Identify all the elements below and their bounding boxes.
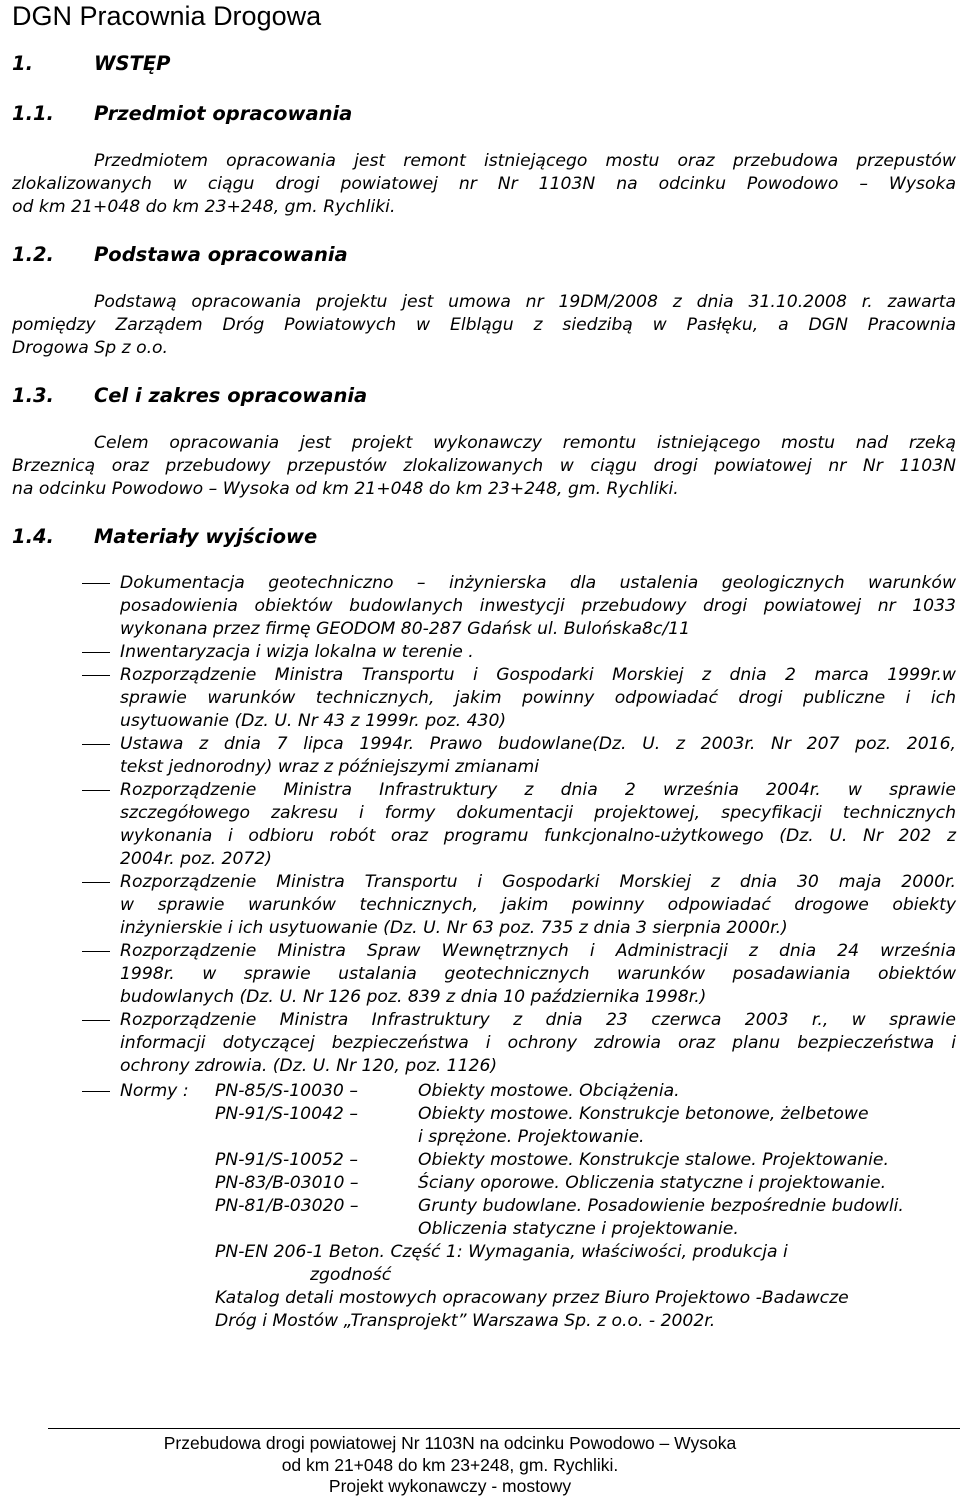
- text-line: na odcinku Powodowo – Wysoka od km 21+048 do km 23+248, gm. Rychliki.: [12, 479, 679, 499]
- norm-title: Ściany oporowe. Obliczenia statyczne i projektowanie.: [418, 1173, 887, 1193]
- heading-text: Podstawa opracowania: [94, 243, 348, 266]
- text-line: sprawie warunków technicznych, jakim powinny odpowiadać drogi publiczne i ich: [120, 688, 956, 708]
- heading-section-1-4: [12, 524, 317, 550]
- list-item: [12, 733, 956, 779]
- list-item: [12, 664, 956, 733]
- text-line: Celem opracowania jest projekt wykonawczy remontu istniejącego mostu nad rzeką: [94, 433, 956, 453]
- list-item: [12, 871, 956, 940]
- norms-row: [12, 1172, 956, 1195]
- footer-line: Projekt wykonawczy - mostowy: [328, 1476, 572, 1496]
- norm-title: Obiekty mostowe. Obciążenia.: [418, 1081, 680, 1101]
- text-line: Podstawą opracowania projektu jest umowa nr 19DM/2008 z dnia 31.10.2008 r. zawarta: [94, 292, 956, 312]
- text-line: Rozporządzenie Ministra Infrastruktury z dnia 2 września 2004r. w sprawie: [120, 780, 956, 800]
- text-line: tekst jednorodny) wraz z późniejszymi zmianami: [120, 757, 540, 777]
- text-line: Dokumentacja geotechniczno – inżynierska dla ustalenia geologicznych warunków: [120, 573, 956, 593]
- heading-text: Materiały wyjściowe: [94, 525, 318, 548]
- footer-line: od km 21+048 do km 23+248, gm. Rychliki.: [281, 1454, 619, 1475]
- heading-text: WSTĘP: [94, 52, 171, 75]
- heading-number: 1.2.: [12, 243, 54, 266]
- norms-row-pn-en: [12, 1264, 956, 1287]
- norms-row-katalog: [12, 1287, 956, 1310]
- dash-bullet-icon: [82, 1020, 110, 1021]
- norm-title: Obiekty mostowe. Konstrukcje betonowe, żelbetowe: [418, 1104, 869, 1124]
- list-item: [12, 572, 956, 641]
- text-line: w sprawie warunków technicznych, jakim powinny odpowiadać drogowe obiekty: [120, 895, 956, 915]
- list-item: [12, 779, 956, 871]
- heading-number: 1.3.: [12, 384, 54, 407]
- norm-code: PN-81/B-03020 –: [215, 1196, 359, 1216]
- text-line: szczegółowego zakresu i formy dokumentacji projektowej, specyfikacji technicznych: [120, 803, 956, 823]
- text-line: Rozporządzenie Ministra Infrastruktury z dnia 23 czerwca 2003 r., w sprawie: [120, 1010, 956, 1030]
- norms-row: [12, 1080, 956, 1103]
- paragraph-cel: [12, 432, 956, 501]
- text-line: wykonana przez firmę GEODOM 80-287 Gdańsk ul. Bulońska8c/11: [120, 619, 691, 639]
- text-line: inżynierskie i ich usytuowanie (Dz. U. Nr 63 poz. 735 z dnia 3 sierpnia 2000r.): [120, 918, 788, 938]
- norm-title: Obiekty mostowe. Konstrukcje stalowe. Projektowanie.: [418, 1150, 889, 1170]
- norm-code: PN-91/S-10042 –: [215, 1104, 358, 1124]
- text-line: zlokalizowanych w ciągu drogi powiatowej nr Nr 1103N na odcinku Powodowo – Wysoka: [12, 174, 956, 194]
- norm-code: PN-91/S-10052 –: [215, 1150, 358, 1170]
- page-header-title: DGN Pracownia Drogowa: [12, 1, 322, 31]
- text-line: Inwentaryzacja i wizja lokalna w terenie .: [120, 642, 474, 662]
- norms-row-pn-en: [12, 1241, 956, 1264]
- dash-bullet-icon: [82, 652, 110, 653]
- page-footer: [0, 1433, 900, 1498]
- norms-row: [12, 1218, 956, 1241]
- text-line: usytuowanie (Dz. U. Nr 43 z 1999r. poz. 430): [120, 711, 507, 731]
- norm-text: Katalog detali mostowych opracowany przez Biuro Projektowo -Badawcze: [215, 1288, 849, 1308]
- dash-bullet-icon: [82, 675, 110, 676]
- norms-label: Normy :: [120, 1081, 189, 1101]
- dash-bullet-icon: [82, 790, 110, 791]
- text-line: 2004r. poz. 2072): [120, 849, 272, 869]
- heading-text: Cel i zakres opracowania: [94, 384, 368, 407]
- footer-divider: [48, 1428, 960, 1429]
- dash-bullet-icon: [82, 882, 110, 883]
- text-line: 1998r. w sprawie ustalania geotechnicznych warunków posadawiania obiektów: [120, 964, 956, 984]
- text-line: informacji dotyczącej bezpieczeństwa i ochrony zdrowia oraz planu bezpieczeństwa i: [120, 1033, 956, 1053]
- text-line: budowlanych (Dz. U. Nr 126 poz. 839 z dnia 10 października 1998r.): [120, 987, 707, 1007]
- text-line: ochrony zdrowia. (Dz. U. Nr 120, poz. 1126): [120, 1056, 498, 1076]
- norm-text: PN-EN 206-1 Beton. Część 1: Wymagania, właściwości, produkcja i: [215, 1242, 788, 1262]
- text-line: Przedmiotem opracowania jest remont istniejącego mostu oraz przebudowa przepustów: [94, 151, 956, 171]
- norms-row: [12, 1126, 956, 1149]
- text-line: Drogowa Sp z o.o.: [12, 338, 169, 358]
- heading-number: 1.1.: [12, 102, 54, 125]
- text-line: posadowienia obiektów budowlanych inwestycji przebudowy drogi powiatowej nr 1033: [120, 596, 956, 616]
- norm-code: PN-85/S-10030 –: [215, 1081, 358, 1101]
- norm-title: Grunty budowlane. Posadowienie bezpośrednie budowli.: [418, 1196, 904, 1216]
- heading-text: Przedmiot opracowania: [94, 102, 353, 125]
- text-line: od km 21+048 do km 23+248, gm. Rychliki.: [12, 197, 396, 217]
- heading-section-1-2: [12, 242, 348, 268]
- text-line: Ustawa z dnia 7 lipca 1994r. Prawo budowlane(Dz. U. z 2003r. Nr 207 poz. 2016,: [120, 734, 956, 754]
- list-item: [12, 940, 956, 1009]
- text-line: Rozporządzenie Ministra Spraw Wewnętrznych i Administracji z dnia 24 września: [120, 941, 956, 961]
- text-line: Brzeznicą oraz przebudowy przepustów zlokalizowanych w ciągu drogi powiatowej nr Nr 1103N: [12, 456, 956, 476]
- dash-bullet-icon: [82, 583, 110, 584]
- norms-list: [12, 1080, 956, 1333]
- heading-number: 1.: [12, 52, 33, 75]
- norm-code: PN-83/B-03010 –: [215, 1173, 359, 1193]
- norms-row: [12, 1149, 956, 1172]
- list-item: [12, 641, 956, 664]
- heading-section-1-3: [12, 383, 367, 409]
- norm-text: zgodność: [310, 1265, 392, 1285]
- dash-bullet-icon: [82, 744, 110, 745]
- norm-title: i sprężone. Projektowanie.: [418, 1127, 645, 1147]
- text-line: wykonania i odbioru robót oraz programu funkcjonalno-użytkowego (Dz. U. Nr 202 z: [120, 826, 956, 846]
- footer-line: Przebudowa drogi powiatowej Nr 1103N na odcinku Powodowo – Wysoka: [163, 1433, 737, 1453]
- text-line: pomiędzy Zarządem Dróg Powiatowych w Elblągu z siedzibą w Pasłęku, a DGN Pracownia: [12, 315, 956, 335]
- norm-text: Dróg i Mostów „Transprojekt” Warszawa Sp. z o.o. - 2002r.: [215, 1311, 716, 1331]
- norms-row: [12, 1103, 956, 1126]
- paragraph-podstawa: [12, 291, 956, 360]
- dash-bullet-icon: [82, 1091, 110, 1092]
- heading-section-1: [12, 51, 170, 77]
- heading-number: 1.4.: [12, 525, 54, 548]
- norm-title: Obliczenia statyczne i projektowanie.: [418, 1219, 739, 1239]
- heading-section-1-1: [12, 101, 352, 127]
- dash-bullet-icon: [82, 951, 110, 952]
- list-item: [12, 1009, 956, 1078]
- paragraph-przedmiot: [12, 150, 956, 219]
- norms-row: [12, 1195, 956, 1218]
- norms-row-katalog: [12, 1310, 956, 1333]
- text-line: Rozporządzenie Ministra Transportu i Gospodarki Morskiej z dnia 2 marca 1999r.w: [120, 665, 956, 685]
- materials-list: [12, 572, 956, 1078]
- text-line: Rozporządzenie Ministra Transportu i Gospodarki Morskiej z dnia 30 maja 2000r.: [120, 872, 956, 892]
